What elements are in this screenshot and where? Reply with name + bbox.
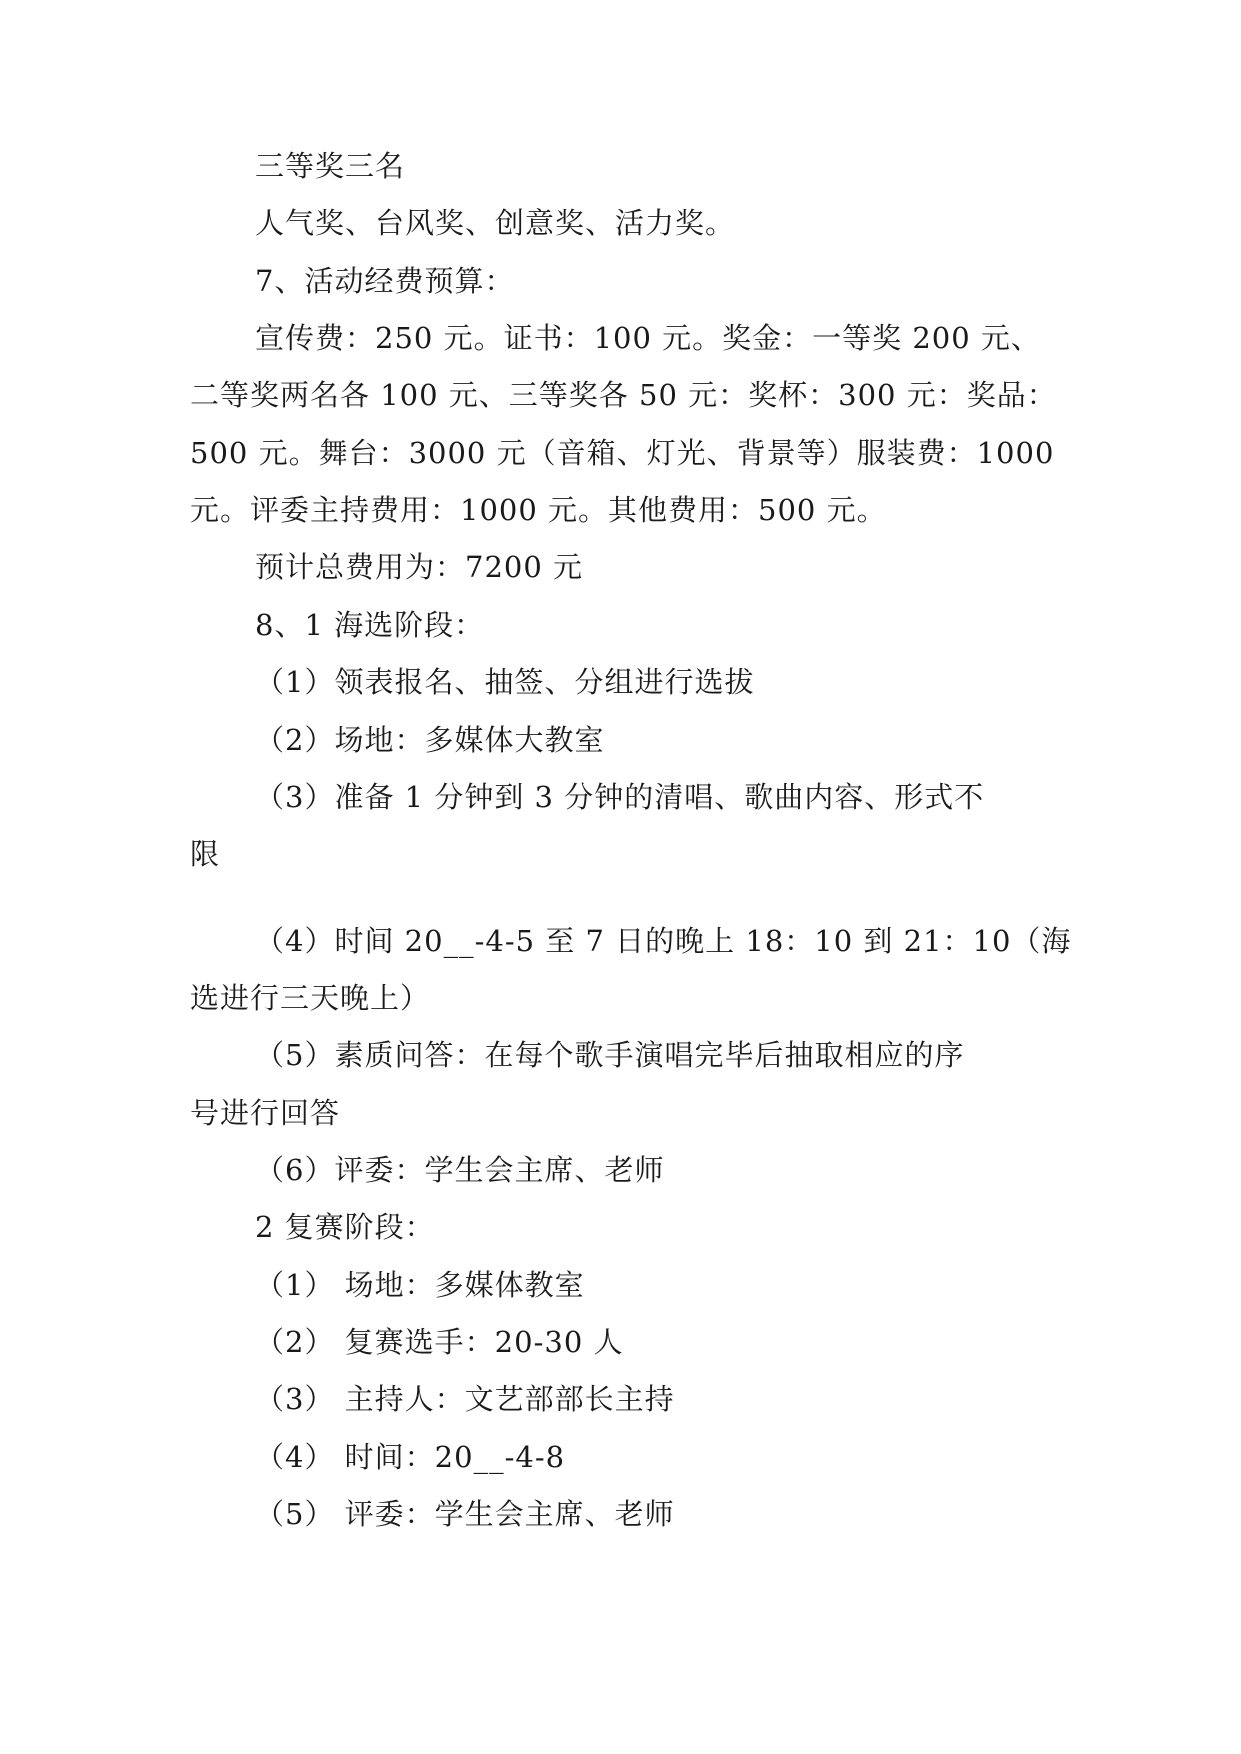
text-line-17: 号进行回答 [190, 1096, 341, 1130]
text-line-10: （1）领表报名、抽签、分组进行选拔 [255, 665, 755, 699]
text-line-2: 人气奖、台风奖、创意奖、活力奖。 [255, 206, 736, 240]
text-line-15: 选进行三天晚上） [190, 981, 431, 1015]
text-line-7: 元。评委主持费用：1000 元。其他费用：500 元。 [190, 493, 887, 527]
text-line-16: （5）素质问答：在每个歌手演唱完毕后抽取相应的序 [255, 1038, 965, 1072]
text-line-4: 宣传费：250 元。证书：100 元。奖金：一等奖 200 元、 [255, 321, 1041, 355]
text-line-9: 8、1 海选阶段： [255, 608, 485, 642]
text-line-1: 三等奖三名 [255, 149, 406, 183]
text-line-11: （2）场地：多媒体大教室 [255, 723, 605, 757]
text-line-14: （4）时间 20__-4-5 至 7 日的晚上 18：10 到 21：10（海 [255, 924, 1072, 958]
text-line-6: 500 元。舞台：3000 元（音箱、灯光、背景等）服装费：1000 [190, 436, 1055, 470]
text-line-24: （5） 评委：学生会主席、老师 [255, 1497, 675, 1531]
text-line-22: （3） 主持人：文艺部部长主持 [255, 1382, 675, 1416]
text-line-12: （3）准备 1 分钟到 3 分钟的清唱、歌曲内容、形式不 [255, 780, 985, 814]
text-line-8: 预计总费用为：7200 元 [255, 550, 584, 584]
text-line-3: 7、活动经费预算： [255, 264, 515, 298]
text-line-5: 二等奖两名各 100 元、三等奖各 50 元：奖杯：300 元：奖品： [190, 378, 1057, 412]
text-line-13: 限 [190, 837, 221, 871]
text-line-20: （1） 场地：多媒体教室 [255, 1268, 585, 1302]
text-line-23: （4） 时间：20__-4-8 [255, 1440, 566, 1474]
text-line-19: 2 复赛阶段： [255, 1210, 435, 1244]
text-line-21: （2） 复赛选手：20-30 人 [255, 1325, 624, 1359]
text-line-18: （6）评委：学生会主席、老师 [255, 1153, 665, 1187]
